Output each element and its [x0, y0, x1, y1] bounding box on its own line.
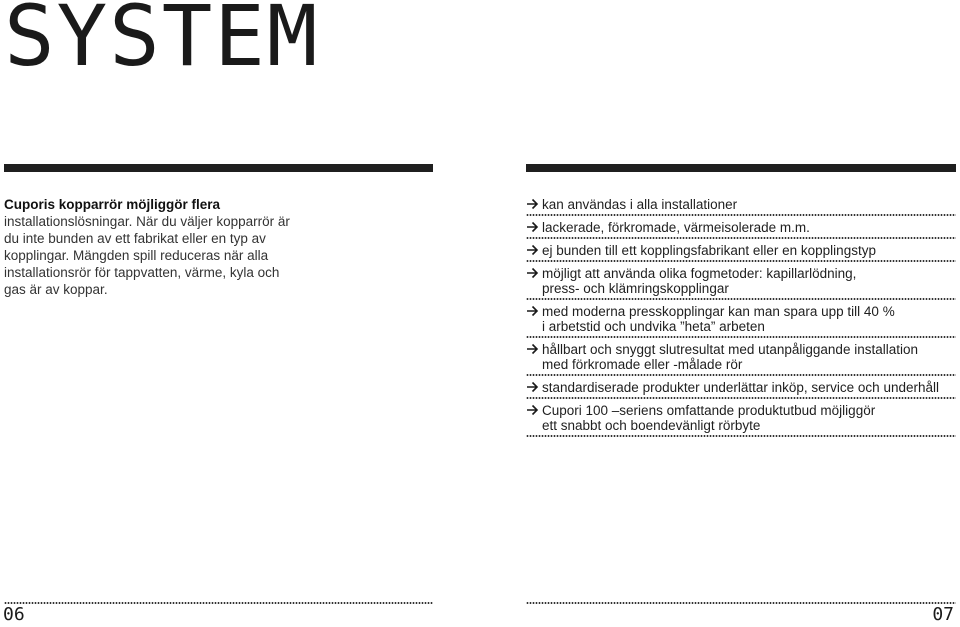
list-item: [526, 402, 956, 437]
benefit-list: [526, 196, 956, 440]
list-item-text: hållbart och snyggt slutresultat med utanpåliggande installation med förkromade eller -målade rör: [542, 342, 918, 372]
list-item-text: ej bunden till ett kopplingsfabrikant eller en kopplingstyp: [542, 243, 876, 258]
list-item: [526, 303, 956, 338]
list-item-text: lackerade, förkromade, värmeisolerade m.m.: [542, 220, 810, 235]
list-item-text: möjligt att använda olika fogmetoder: kapillarlödning, press- och klämringskopplingar: [542, 266, 857, 296]
arrow-right-icon: [526, 220, 539, 234]
page-title: SYSTEM: [4, 0, 320, 85]
footer-dotted-rule-left: [4, 602, 433, 604]
list-item-text: standardiserade produkter underlättar inköp, service och underhåll: [542, 380, 939, 395]
list-item-text: Cupori 100 –seriens omfattande produktutbud möjliggör ett snabbt och boendevänligt rörbyte: [542, 403, 876, 433]
list-item: [526, 265, 956, 300]
list-item: [526, 242, 956, 262]
arrow-right-icon: [526, 380, 539, 394]
page-number-right: 07: [932, 604, 954, 625]
arrow-right-icon: [526, 266, 539, 280]
list-item: [526, 379, 956, 399]
page-number-left: 06: [3, 604, 25, 625]
arrow-right-icon: [526, 197, 539, 211]
section-rule-right: [526, 164, 956, 172]
list-item: [526, 341, 956, 376]
arrow-right-icon: [526, 243, 539, 257]
section-rule-left: [4, 164, 433, 172]
arrow-right-icon: [526, 403, 539, 417]
list-item: [526, 196, 956, 216]
list-item-text: med moderna presskopplingar kan man spara upp till 40 % i arbetstid och undvika ”heta” arbeten: [542, 304, 895, 334]
arrow-right-icon: [526, 304, 539, 318]
list-item-text: kan användas i alla installationer: [542, 197, 738, 212]
intro-paragraph: [4, 196, 304, 298]
intro-body: installationslösningar. När du väljer kopparrör är du inte bunden av ett fabrikat eller en typ av kopplingar. Mängden spill reduceras när alla installationsrör för tappvatten, värme, kyla och gas är av koppar.: [4, 214, 290, 297]
list-item: [526, 219, 956, 239]
intro-lead: Cuporis kopparrör möjliggör flera: [4, 197, 221, 212]
arrow-right-icon: [526, 342, 539, 356]
footer-dotted-rule-right: [526, 602, 956, 604]
